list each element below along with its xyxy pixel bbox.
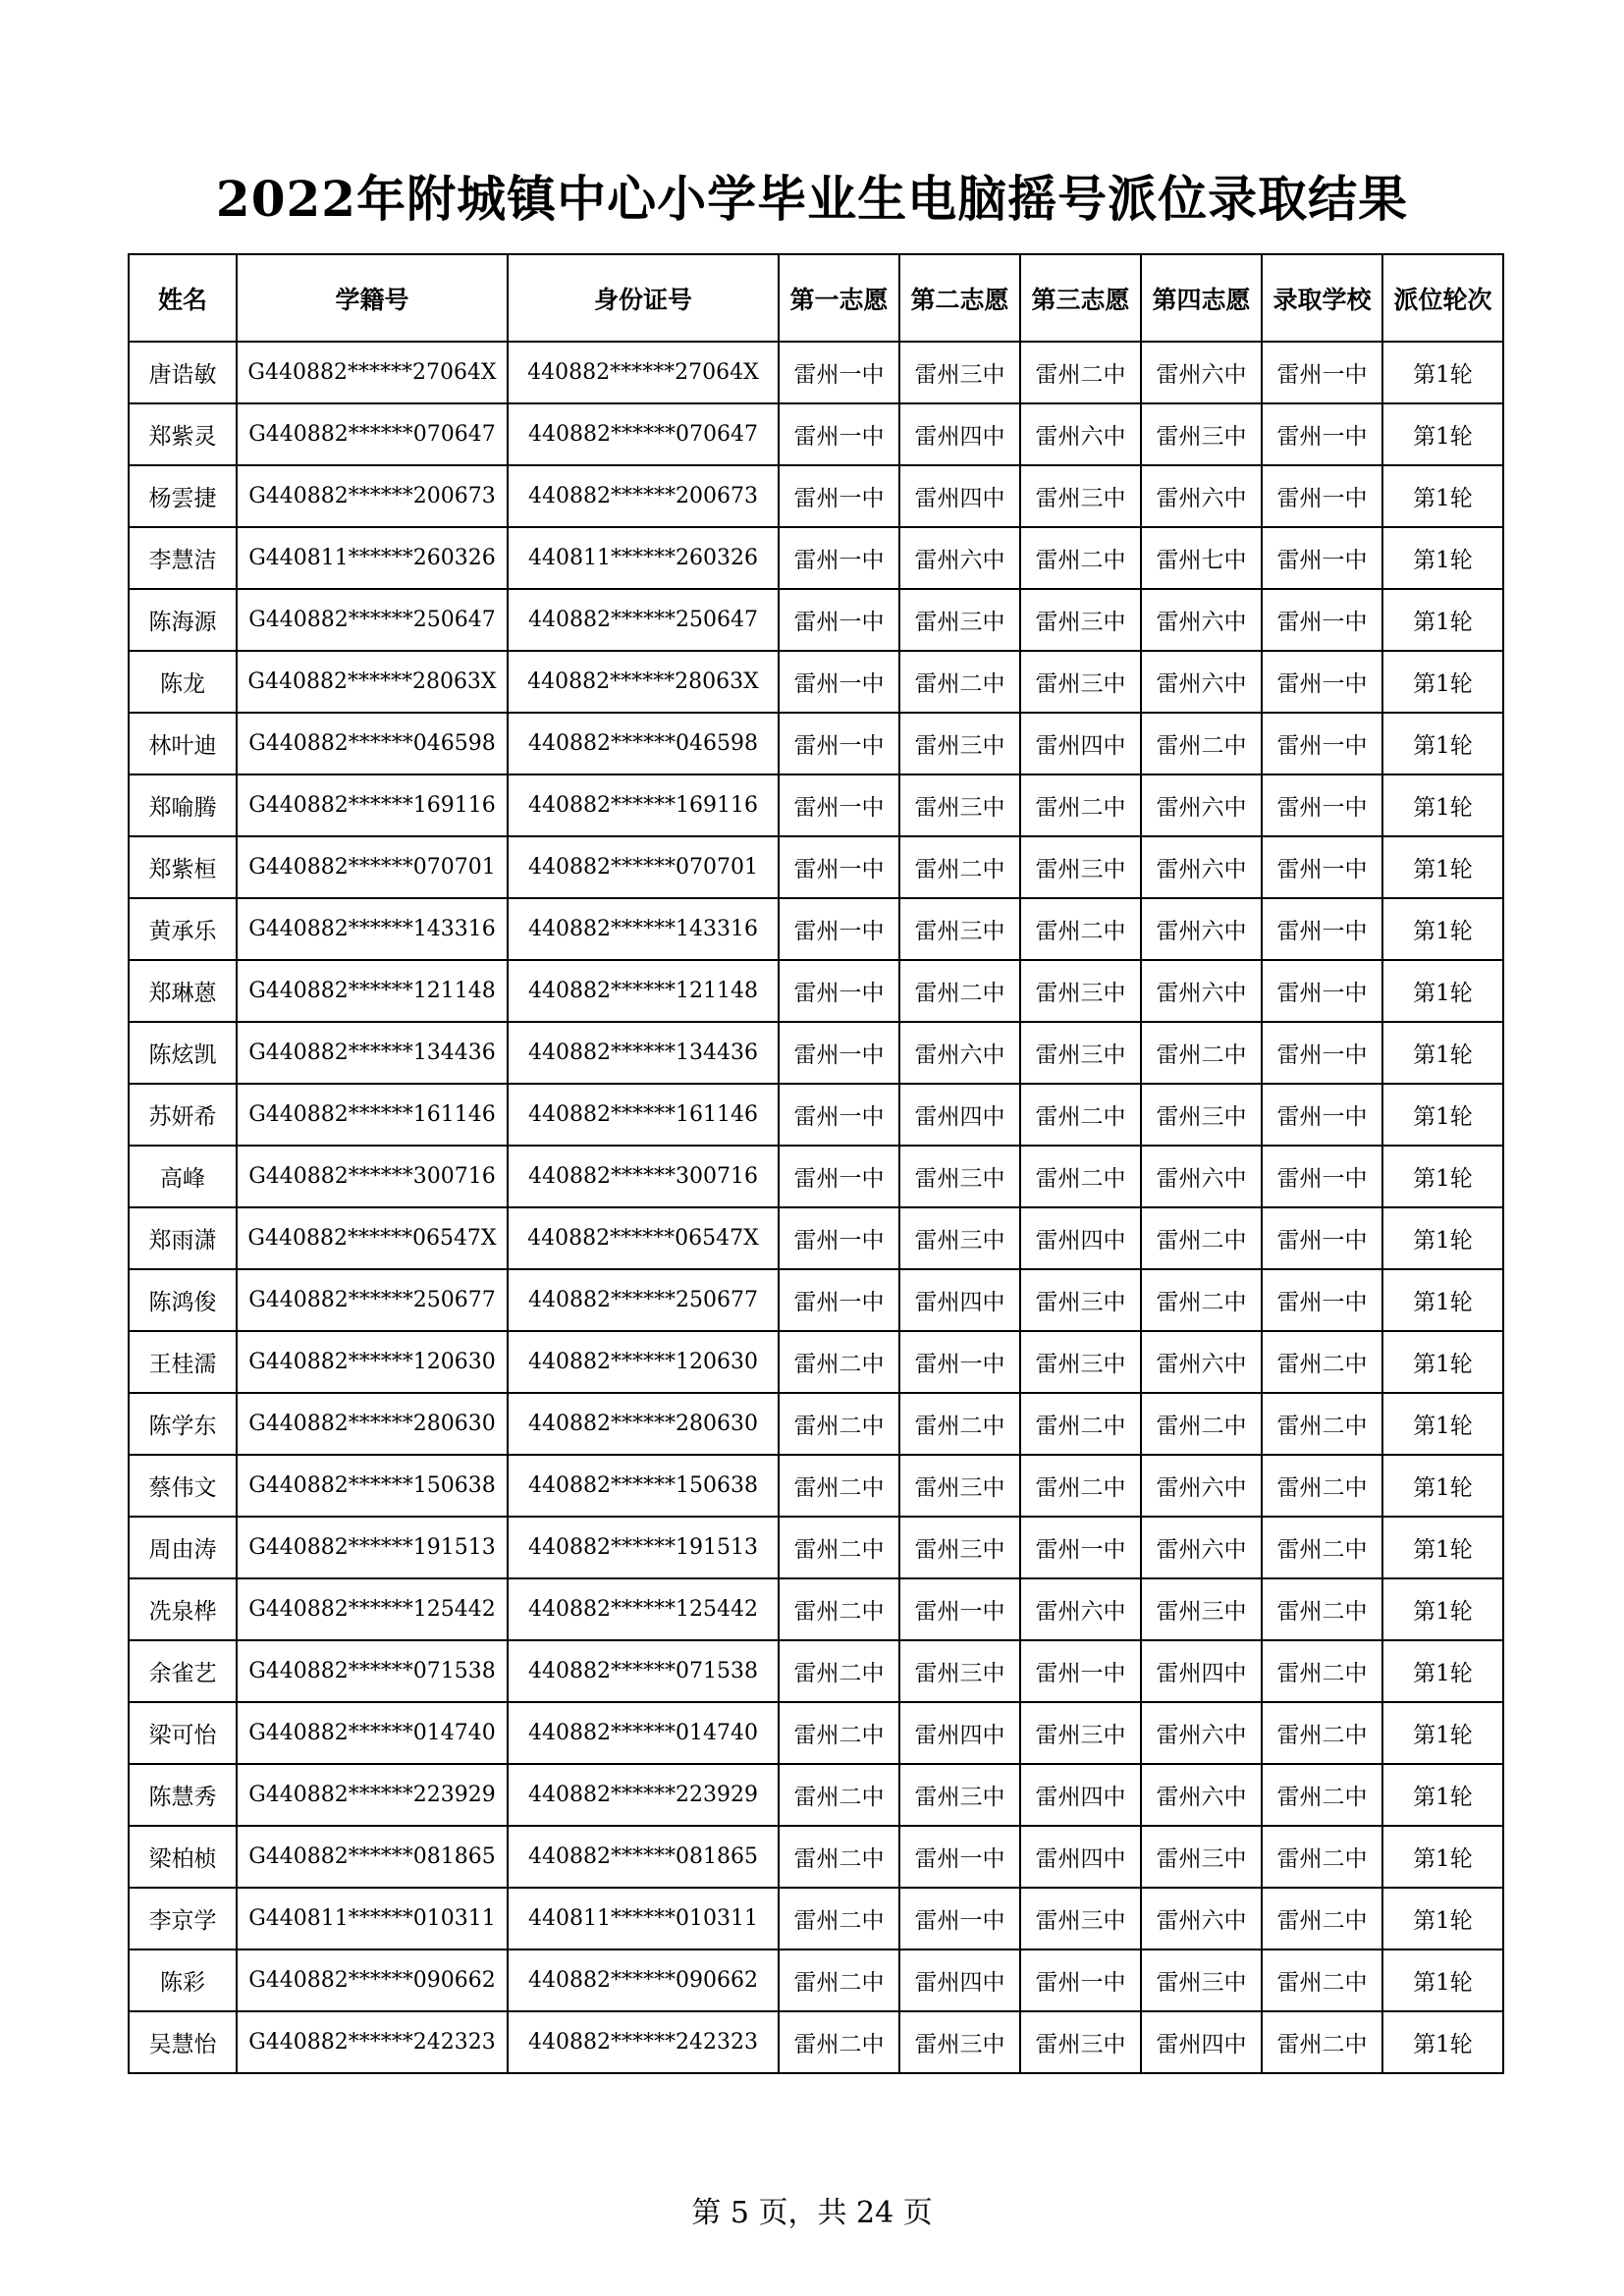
cell-id-number: 440882******071538: [508, 1640, 779, 1702]
cell-id-number: 440882******070647: [508, 403, 779, 465]
cell-student-id: G440882******134436: [237, 1022, 508, 1084]
cell-choice-3: 雷州三中: [1020, 1269, 1141, 1331]
cell-student-id: G440882******200673: [237, 465, 508, 527]
cell-student-id: G440882******191513: [237, 1517, 508, 1578]
table-row: [129, 1269, 1503, 1331]
cell-admitted-school: 雷州一中: [1262, 1269, 1382, 1331]
cell-choice-1: 雷州一中: [779, 465, 899, 527]
cell-admitted-school: 雷州一中: [1262, 403, 1382, 465]
page-title: 2022年附城镇中心小学毕业生电脑摇号派位录取结果: [215, 170, 1409, 228]
cell-name: 李慧洁: [129, 527, 237, 589]
cell-id-number: 440811******010311: [508, 1888, 779, 1949]
table-row: [129, 1084, 1503, 1146]
cell-student-id: G440811******010311: [237, 1888, 508, 1949]
cell-choice-3: 雷州二中: [1020, 1455, 1141, 1517]
cell-choice-3: 雷州一中: [1020, 1517, 1141, 1578]
table-row: [129, 1393, 1503, 1455]
table-row: [129, 898, 1503, 960]
cell-choice-3: 雷州二中: [1020, 1084, 1141, 1146]
cell-name: 陈鸿俊: [129, 1269, 237, 1331]
cell-id-number: 440882******143316: [508, 898, 779, 960]
cell-round: 第1轮: [1382, 774, 1503, 836]
cell-choice-1: 雷州二中: [779, 1949, 899, 2011]
cell-choice-2: 雷州三中: [899, 1455, 1020, 1517]
cell-choice-4: 雷州六中: [1141, 836, 1262, 898]
cell-id-number: 440882******134436: [508, 1022, 779, 1084]
cell-id-number: 440882******081865: [508, 1826, 779, 1888]
cell-choice-3: 雷州一中: [1020, 1949, 1141, 2011]
cell-choice-4: 雷州六中: [1141, 1764, 1262, 1826]
cell-admitted-school: 雷州二中: [1262, 1578, 1382, 1640]
cell-name: 陈学东: [129, 1393, 237, 1455]
cell-choice-1: 雷州一中: [779, 1146, 899, 1207]
cell-round: 第1轮: [1382, 589, 1503, 651]
cell-choice-3: 雷州三中: [1020, 1702, 1141, 1764]
table-row: [129, 465, 1503, 527]
cell-id-number: 440882******200673: [508, 465, 779, 527]
cell-choice-1: 雷州一中: [779, 774, 899, 836]
cell-student-id: G440882******169116: [237, 774, 508, 836]
cell-choice-2: 雷州三中: [899, 1207, 1020, 1269]
cell-choice-2: 雷州六中: [899, 1022, 1020, 1084]
cell-choice-1: 雷州一中: [779, 1084, 899, 1146]
table-row: [129, 589, 1503, 651]
cell-choice-2: 雷州三中: [899, 774, 1020, 836]
table-row: [129, 836, 1503, 898]
table-body: [129, 342, 1503, 2073]
cell-round: 第1轮: [1382, 1949, 1503, 2011]
cell-choice-4: 雷州三中: [1141, 1084, 1262, 1146]
col-header-choice-1: 第一志愿: [779, 254, 899, 342]
cell-choice-3: 雷州三中: [1020, 1888, 1141, 1949]
cell-round: 第1轮: [1382, 1207, 1503, 1269]
table-row: [129, 1764, 1503, 1826]
table-row: [129, 1949, 1503, 2011]
cell-choice-3: 雷州六中: [1020, 1578, 1141, 1640]
cell-student-id: G440882******280630: [237, 1393, 508, 1455]
cell-student-id: G440882******27064X: [237, 342, 508, 403]
table-row: [129, 713, 1503, 774]
cell-choice-4: 雷州二中: [1141, 1393, 1262, 1455]
table-row: [129, 1207, 1503, 1269]
cell-round: 第1轮: [1382, 1393, 1503, 1455]
cell-choice-3: 雷州三中: [1020, 1331, 1141, 1393]
cell-choice-2: 雷州三中: [899, 589, 1020, 651]
cell-choice-2: 雷州一中: [899, 1826, 1020, 1888]
cell-admitted-school: 雷州一中: [1262, 960, 1382, 1022]
cell-name: 梁柏桢: [129, 1826, 237, 1888]
cell-choice-2: 雷州一中: [899, 1578, 1020, 1640]
cell-choice-4: 雷州六中: [1141, 898, 1262, 960]
table-row: [129, 1826, 1503, 1888]
cell-round: 第1轮: [1382, 1826, 1503, 1888]
cell-student-id: G440882******090662: [237, 1949, 508, 2011]
cell-choice-4: 雷州三中: [1141, 1826, 1262, 1888]
cell-student-id: G440882******242323: [237, 2011, 508, 2073]
cell-choice-4: 雷州六中: [1141, 1331, 1262, 1393]
cell-student-id: G440882******223929: [237, 1764, 508, 1826]
cell-choice-2: 雷州一中: [899, 1331, 1020, 1393]
table-row: [129, 960, 1503, 1022]
cell-choice-3: 雷州三中: [1020, 465, 1141, 527]
cell-admitted-school: 雷州二中: [1262, 1764, 1382, 1826]
cell-round: 第1轮: [1382, 1146, 1503, 1207]
cell-choice-4: 雷州四中: [1141, 1640, 1262, 1702]
cell-choice-4: 雷州七中: [1141, 527, 1262, 589]
cell-student-id: G440882******125442: [237, 1578, 508, 1640]
cell-student-id: G440811******260326: [237, 527, 508, 589]
table-row: [129, 1888, 1503, 1949]
cell-admitted-school: 雷州一中: [1262, 836, 1382, 898]
cell-choice-4: 雷州二中: [1141, 1022, 1262, 1084]
cell-round: 第1轮: [1382, 651, 1503, 713]
cell-admitted-school: 雷州一中: [1262, 1146, 1382, 1207]
cell-choice-3: 雷州三中: [1020, 2011, 1141, 2073]
cell-id-number: 440882******121148: [508, 960, 779, 1022]
cell-round: 第1轮: [1382, 527, 1503, 589]
cell-choice-1: 雷州二中: [779, 1826, 899, 1888]
cell-choice-4: 雷州六中: [1141, 1455, 1262, 1517]
cell-choice-4: 雷州六中: [1141, 651, 1262, 713]
cell-admitted-school: 雷州二中: [1262, 1826, 1382, 1888]
cell-choice-2: 雷州三中: [899, 713, 1020, 774]
cell-name: 陈龙: [129, 651, 237, 713]
cell-name: 陈炫凯: [129, 1022, 237, 1084]
cell-choice-1: 雷州二中: [779, 2011, 899, 2073]
col-header-admitted-school: 录取学校: [1262, 254, 1382, 342]
cell-name: 郑雨潇: [129, 1207, 237, 1269]
col-header-name: 姓名: [129, 254, 237, 342]
cell-admitted-school: 雷州二中: [1262, 1702, 1382, 1764]
cell-student-id: G440882******161146: [237, 1084, 508, 1146]
cell-round: 第1轮: [1382, 1022, 1503, 1084]
cell-admitted-school: 雷州一中: [1262, 1084, 1382, 1146]
cell-id-number: 440882******120630: [508, 1331, 779, 1393]
cell-id-number: 440882******223929: [508, 1764, 779, 1826]
cell-choice-4: 雷州六中: [1141, 1888, 1262, 1949]
cell-round: 第1轮: [1382, 1702, 1503, 1764]
cell-admitted-school: 雷州一中: [1262, 527, 1382, 589]
cell-name: 林叶迪: [129, 713, 237, 774]
cell-student-id: G440882******071538: [237, 1640, 508, 1702]
cell-round: 第1轮: [1382, 1640, 1503, 1702]
cell-id-number: 440882******06547X: [508, 1207, 779, 1269]
cell-choice-2: 雷州四中: [899, 465, 1020, 527]
cell-choice-4: 雷州六中: [1141, 1517, 1262, 1578]
cell-admitted-school: 雷州一中: [1262, 651, 1382, 713]
table-row: [129, 1702, 1503, 1764]
cell-round: 第1轮: [1382, 713, 1503, 774]
cell-choice-2: 雷州二中: [899, 1393, 1020, 1455]
cell-student-id: G440882******150638: [237, 1455, 508, 1517]
cell-student-id: G440882******070701: [237, 836, 508, 898]
cell-name: 陈慧秀: [129, 1764, 237, 1826]
cell-choice-1: 雷州二中: [779, 1578, 899, 1640]
cell-id-number: 440882******27064X: [508, 342, 779, 403]
cell-choice-2: 雷州四中: [899, 1269, 1020, 1331]
cell-student-id: G440882******014740: [237, 1702, 508, 1764]
cell-round: 第1轮: [1382, 1331, 1503, 1393]
cell-choice-4: 雷州四中: [1141, 2011, 1262, 2073]
col-header-id-number: 身份证号: [508, 254, 779, 342]
cell-choice-3: 雷州四中: [1020, 713, 1141, 774]
cell-name: 蔡伟文: [129, 1455, 237, 1517]
table-row: [129, 1517, 1503, 1578]
cell-choice-2: 雷州四中: [899, 1949, 1020, 2011]
cell-choice-1: 雷州二中: [779, 1393, 899, 1455]
cell-id-number: 440882******161146: [508, 1084, 779, 1146]
table-row: [129, 1022, 1503, 1084]
cell-round: 第1轮: [1382, 898, 1503, 960]
cell-choice-4: 雷州六中: [1141, 342, 1262, 403]
cell-student-id: G440882******250647: [237, 589, 508, 651]
cell-student-id: G440882******120630: [237, 1331, 508, 1393]
cell-id-number: 440882******090662: [508, 1949, 779, 2011]
cell-round: 第1轮: [1382, 342, 1503, 403]
admission-results-table: [128, 253, 1504, 2074]
cell-choice-1: 雷州一中: [779, 527, 899, 589]
cell-choice-2: 雷州三中: [899, 1640, 1020, 1702]
table-row: [129, 774, 1503, 836]
cell-round: 第1轮: [1382, 2011, 1503, 2073]
cell-admitted-school: 雷州一中: [1262, 774, 1382, 836]
cell-name: 郑紫灵: [129, 403, 237, 465]
cell-choice-1: 雷州一中: [779, 589, 899, 651]
cell-choice-1: 雷州二中: [779, 1888, 899, 1949]
cell-choice-1: 雷州一中: [779, 342, 899, 403]
cell-choice-2: 雷州三中: [899, 1146, 1020, 1207]
cell-student-id: G440882******28063X: [237, 651, 508, 713]
cell-choice-2: 雷州三中: [899, 342, 1020, 403]
cell-round: 第1轮: [1382, 465, 1503, 527]
cell-choice-1: 雷州一中: [779, 403, 899, 465]
cell-round: 第1轮: [1382, 960, 1503, 1022]
cell-choice-3: 雷州三中: [1020, 836, 1141, 898]
cell-name: 李京学: [129, 1888, 237, 1949]
cell-admitted-school: 雷州一中: [1262, 898, 1382, 960]
table-row: [129, 1146, 1503, 1207]
cell-choice-3: 雷州三中: [1020, 1022, 1141, 1084]
cell-choice-2: 雷州三中: [899, 898, 1020, 960]
cell-choice-4: 雷州六中: [1141, 1146, 1262, 1207]
cell-id-number: 440882******169116: [508, 774, 779, 836]
cell-name: 唐诰敏: [129, 342, 237, 403]
cell-round: 第1轮: [1382, 1517, 1503, 1578]
cell-choice-1: 雷州一中: [779, 1269, 899, 1331]
cell-choice-4: 雷州六中: [1141, 1702, 1262, 1764]
cell-student-id: G440882******046598: [237, 713, 508, 774]
cell-admitted-school: 雷州二中: [1262, 1517, 1382, 1578]
cell-choice-2: 雷州四中: [899, 1084, 1020, 1146]
col-header-choice-4: 第四志愿: [1141, 254, 1262, 342]
cell-choice-3: 雷州六中: [1020, 403, 1141, 465]
cell-choice-2: 雷州二中: [899, 836, 1020, 898]
cell-admitted-school: 雷州一中: [1262, 465, 1382, 527]
cell-id-number: 440882******250647: [508, 589, 779, 651]
cell-student-id: G440882******300716: [237, 1146, 508, 1207]
table-row: [129, 403, 1503, 465]
cell-choice-3: 雷州三中: [1020, 589, 1141, 651]
table-row: [129, 1455, 1503, 1517]
cell-name: 郑紫桓: [129, 836, 237, 898]
cell-choice-4: 雷州三中: [1141, 1949, 1262, 2011]
table-row: [129, 1331, 1503, 1393]
cell-name: 郑喻腾: [129, 774, 237, 836]
cell-name: 王桂濡: [129, 1331, 237, 1393]
cell-choice-3: 雷州四中: [1020, 1207, 1141, 1269]
cell-choice-2: 雷州三中: [899, 1764, 1020, 1826]
cell-name: 黄承乐: [129, 898, 237, 960]
cell-id-number: 440882******242323: [508, 2011, 779, 2073]
cell-choice-3: 雷州二中: [1020, 1393, 1141, 1455]
cell-admitted-school: 雷州二中: [1262, 2011, 1382, 2073]
cell-choice-4: 雷州六中: [1141, 774, 1262, 836]
cell-id-number: 440882******014740: [508, 1702, 779, 1764]
cell-choice-3: 雷州三中: [1020, 960, 1141, 1022]
cell-choice-2: 雷州三中: [899, 1517, 1020, 1578]
cell-student-id: G440882******070647: [237, 403, 508, 465]
cell-choice-1: 雷州二中: [779, 1455, 899, 1517]
cell-student-id: G440882******121148: [237, 960, 508, 1022]
cell-id-number: 440882******191513: [508, 1517, 779, 1578]
cell-admitted-school: 雷州一中: [1262, 342, 1382, 403]
page-footer: 第 5 页，共 24 页: [691, 2196, 933, 2230]
table-row: [129, 1640, 1503, 1702]
cell-choice-3: 雷州二中: [1020, 898, 1141, 960]
cell-choice-2: 雷州二中: [899, 651, 1020, 713]
cell-name: 冼泉桦: [129, 1578, 237, 1640]
cell-id-number: 440882******300716: [508, 1146, 779, 1207]
cell-choice-2: 雷州四中: [899, 1702, 1020, 1764]
cell-choice-3: 雷州二中: [1020, 527, 1141, 589]
cell-choice-2: 雷州三中: [899, 2011, 1020, 2073]
cell-choice-3: 雷州四中: [1020, 1826, 1141, 1888]
cell-id-number: 440882******28063X: [508, 651, 779, 713]
cell-id-number: 440882******250677: [508, 1269, 779, 1331]
cell-choice-1: 雷州一中: [779, 1207, 899, 1269]
cell-student-id: G440882******250677: [237, 1269, 508, 1331]
cell-round: 第1轮: [1382, 1455, 1503, 1517]
table-row: [129, 342, 1503, 403]
cell-choice-4: 雷州六中: [1141, 589, 1262, 651]
col-header-choice-3: 第三志愿: [1020, 254, 1141, 342]
cell-choice-4: 雷州二中: [1141, 1269, 1262, 1331]
cell-choice-1: 雷州二中: [779, 1702, 899, 1764]
cell-name: 陈彩: [129, 1949, 237, 2011]
table-row: [129, 651, 1503, 713]
cell-choice-4: 雷州六中: [1141, 465, 1262, 527]
table-header-row: [129, 254, 1503, 342]
table-row: [129, 2011, 1503, 2073]
cell-admitted-school: 雷州二中: [1262, 1331, 1382, 1393]
cell-choice-2: 雷州六中: [899, 527, 1020, 589]
cell-choice-1: 雷州一中: [779, 836, 899, 898]
cell-choice-1: 雷州二中: [779, 1640, 899, 1702]
cell-choice-1: 雷州一中: [779, 960, 899, 1022]
cell-admitted-school: 雷州二中: [1262, 1949, 1382, 2011]
cell-student-id: G440882******081865: [237, 1826, 508, 1888]
cell-round: 第1轮: [1382, 403, 1503, 465]
col-header-student-id: 学籍号: [237, 254, 508, 342]
cell-choice-1: 雷州二中: [779, 1764, 899, 1826]
cell-choice-1: 雷州一中: [779, 1022, 899, 1084]
cell-admitted-school: 雷州二中: [1262, 1888, 1382, 1949]
cell-name: 高峰: [129, 1146, 237, 1207]
cell-round: 第1轮: [1382, 1578, 1503, 1640]
cell-choice-4: 雷州二中: [1141, 1207, 1262, 1269]
cell-round: 第1轮: [1382, 1888, 1503, 1949]
col-header-round: 派位轮次: [1382, 254, 1503, 342]
cell-admitted-school: 雷州二中: [1262, 1640, 1382, 1702]
cell-choice-1: 雷州一中: [779, 713, 899, 774]
table-row: [129, 1578, 1503, 1640]
cell-id-number: 440882******070701: [508, 836, 779, 898]
cell-id-number: 440882******046598: [508, 713, 779, 774]
cell-name: 梁可怡: [129, 1702, 237, 1764]
cell-admitted-school: 雷州二中: [1262, 1455, 1382, 1517]
cell-choice-3: 雷州二中: [1020, 774, 1141, 836]
cell-choice-4: 雷州三中: [1141, 403, 1262, 465]
cell-admitted-school: 雷州一中: [1262, 713, 1382, 774]
cell-student-id: G440882******143316: [237, 898, 508, 960]
col-header-choice-2: 第二志愿: [899, 254, 1020, 342]
cell-name: 郑琳蒽: [129, 960, 237, 1022]
cell-round: 第1轮: [1382, 1764, 1503, 1826]
cell-round: 第1轮: [1382, 836, 1503, 898]
cell-admitted-school: 雷州二中: [1262, 1393, 1382, 1455]
cell-name: 杨雲捷: [129, 465, 237, 527]
cell-name: 吴慧怡: [129, 2011, 237, 2073]
cell-choice-1: 雷州一中: [779, 898, 899, 960]
cell-choice-3: 雷州一中: [1020, 1640, 1141, 1702]
cell-id-number: 440811******260326: [508, 527, 779, 589]
cell-choice-3: 雷州二中: [1020, 1146, 1141, 1207]
cell-round: 第1轮: [1382, 1269, 1503, 1331]
cell-id-number: 440882******150638: [508, 1455, 779, 1517]
table-row: [129, 527, 1503, 589]
cell-name: 苏妍希: [129, 1084, 237, 1146]
cell-id-number: 440882******280630: [508, 1393, 779, 1455]
cell-admitted-school: 雷州一中: [1262, 589, 1382, 651]
cell-name: 周由涛: [129, 1517, 237, 1578]
cell-choice-4: 雷州三中: [1141, 1578, 1262, 1640]
cell-student-id: G440882******06547X: [237, 1207, 508, 1269]
cell-choice-3: 雷州三中: [1020, 651, 1141, 713]
cell-choice-3: 雷州二中: [1020, 342, 1141, 403]
cell-name: 余雀艺: [129, 1640, 237, 1702]
cell-id-number: 440882******125442: [508, 1578, 779, 1640]
cell-round: 第1轮: [1382, 1084, 1503, 1146]
cell-admitted-school: 雷州一中: [1262, 1022, 1382, 1084]
cell-choice-3: 雷州四中: [1020, 1764, 1141, 1826]
cell-choice-2: 雷州二中: [899, 960, 1020, 1022]
cell-name: 陈海源: [129, 589, 237, 651]
cell-choice-4: 雷州六中: [1141, 960, 1262, 1022]
cell-choice-4: 雷州二中: [1141, 713, 1262, 774]
cell-choice-1: 雷州二中: [779, 1331, 899, 1393]
cell-admitted-school: 雷州一中: [1262, 1207, 1382, 1269]
cell-choice-1: 雷州二中: [779, 1517, 899, 1578]
cell-choice-1: 雷州一中: [779, 651, 899, 713]
cell-choice-2: 雷州一中: [899, 1888, 1020, 1949]
cell-choice-2: 雷州四中: [899, 403, 1020, 465]
